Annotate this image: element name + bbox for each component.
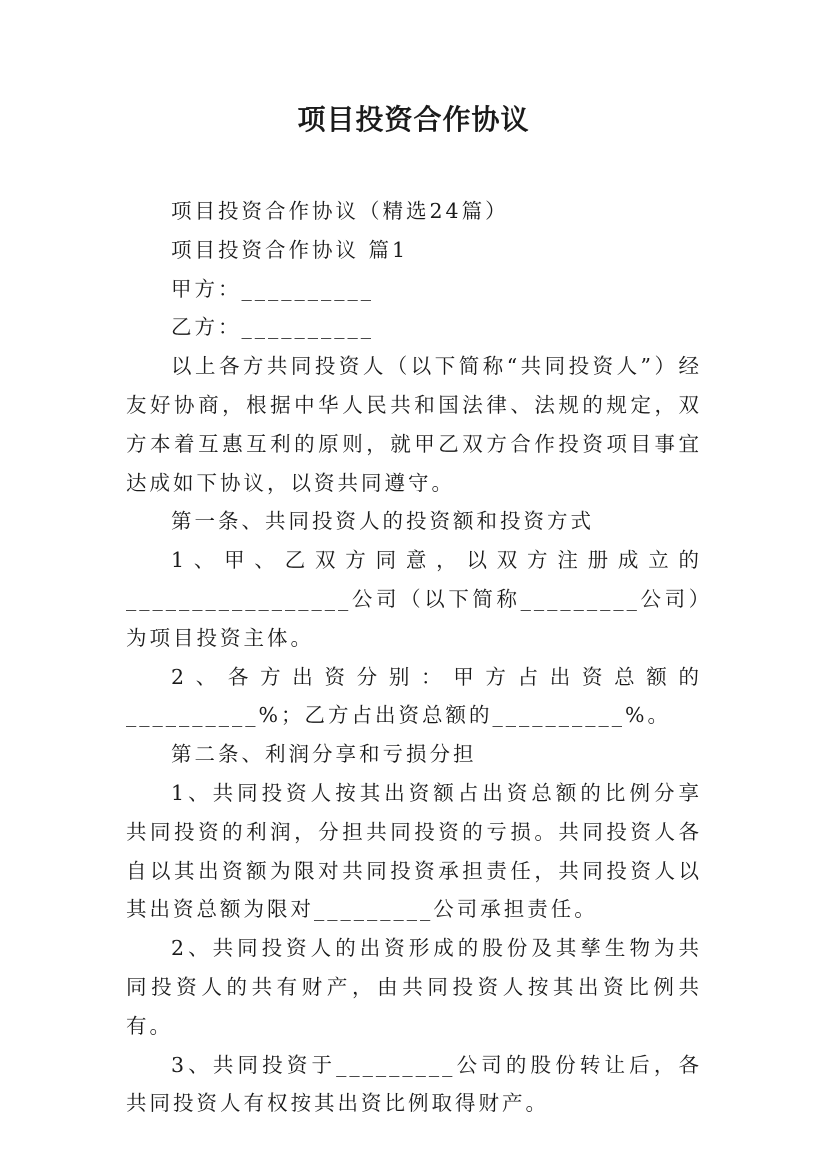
article-2-clause-2: 2、共同投资人的出资形成的股份及其孳生物为共同投资人的共有财产，由共同投资人按其出资比例共有。: [126, 936, 702, 1038]
article-2-clause-1: 1、共同投资人按其出资额占出资总额的比例分享共同投资的利润，分担共同投资的亏损。共同投资人各自以其出资额为限对共同投资承担责任，共同投资人以其出资总额为限对_________公司承担责任。: [126, 780, 702, 922]
paragraph-subtitle: 项目投资合作协议（精选24篇）: [171, 199, 509, 223]
article-2-clause-3: 3、共同投资于_________公司的股份转让后，各共同投资人有权按其出资比例取得财产。: [126, 1052, 702, 1116]
party-a-line: 甲方：__________: [171, 276, 374, 301]
article-1-heading: 第一条、共同投资人的投资额和投资方式: [171, 509, 594, 534]
paragraph-chapter-heading: 项目投资合作协议 篇1: [171, 237, 409, 262]
paragraph-preamble: 以上各方共同投资人（以下简称“共同投资人”）经友好协商，根据中华人民共和国法律、法规的规定，双方本着互惠互利的原则，就甲乙双方合作投资项目事宜达成如下协议，以资共同遵守。: [126, 354, 702, 495]
document-body: [126, 192, 702, 1123]
party-b-line: 乙方：__________: [171, 315, 374, 340]
article-2-heading: 第二条、利润分享和亏损分担: [171, 742, 477, 767]
document-title: 项目投资合作协议: [297, 103, 530, 136]
article-1-clause-2: 2、各方出资分别：甲方占出资总额的__________%；乙方占出资总额的__________%。: [126, 664, 702, 728]
article-1-clause-1: 1、甲、乙双方同意，以双方注册成立的_________________公司（以下简称_________公司）为项目投资主体。: [126, 548, 702, 650]
